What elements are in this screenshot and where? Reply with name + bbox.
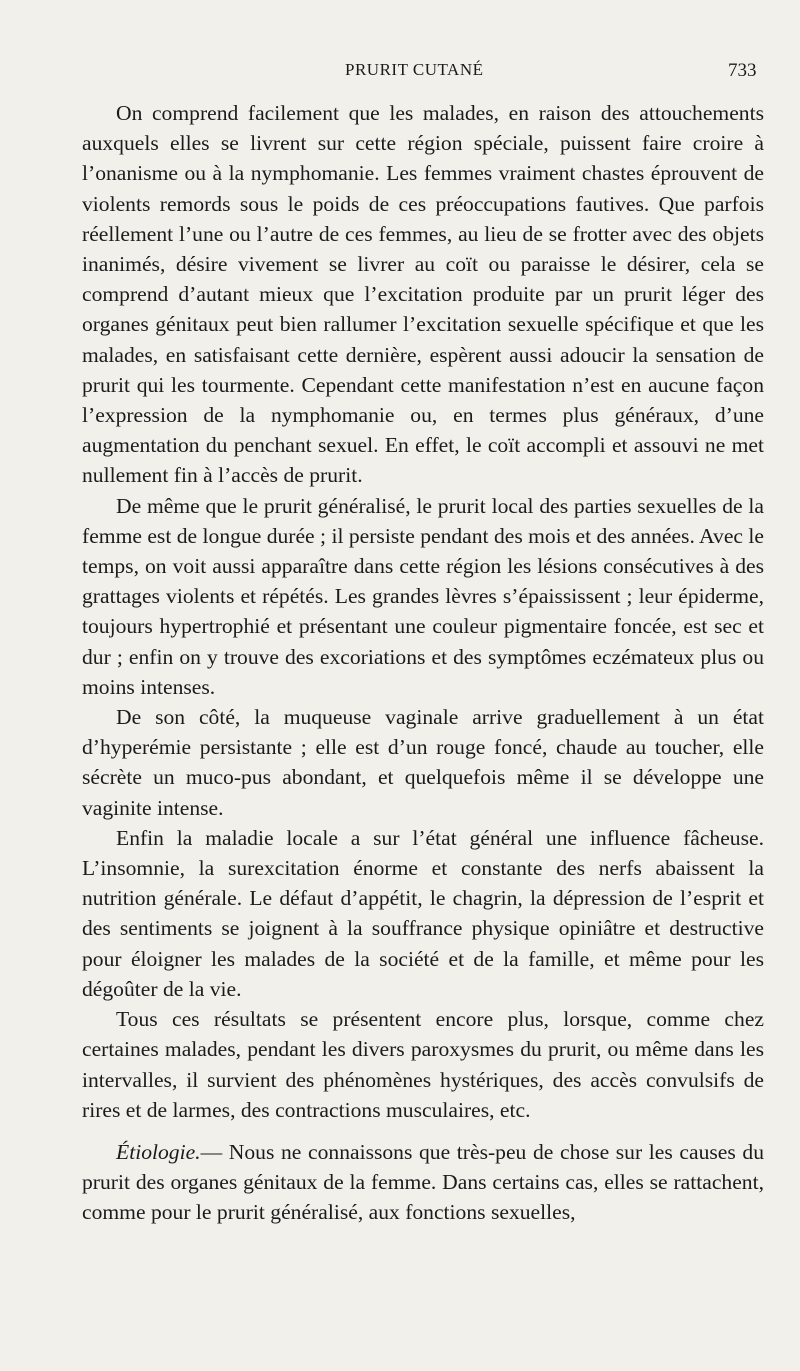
page-number: 733 xyxy=(728,60,757,81)
etiology-text: — Nous ne connaissons que très-peu de chose sur les causes du prurit des organes génitaux de la femme. Dans certains cas, elles se rattachent, comme pour le prurit généralisé, aux fonctions sexuelles, xyxy=(82,1139,764,1225)
paragraph-1: On comprend facilement que les malades, en raison des attouchements auxquels elles se livrent sur cette région spéciale, puissent faire croire à l’onanisme ou à la nymphomanie. Les femmes vraiment chastes éprouvent de violents remords sous le poids de ces préoccupations fautives. Que parfois réellement l’une ou l’autre de ces femmes, au lieu de se frotter avec des objets inanimés, désire vivement se livrer au coït ou paraisse le désirer, cela se comprend d’autant mieux que l’excitation produite par un prurit léger des organes génitaux peut bien rallumer l’excitation sexuelle spécifique et que les malades, en satisfaisant cette dernière, espèrent aussi adoucir la sensation de prurit qui les tourmente. Cependant cette manifestation n’est en aucune façon l’expression de la nymphomanie ou, en termes plus généraux, d’une augmentation du penchant sexuel. En effet, le coït accompli et assouvi ne met nullement fin à l’accès de prurit. xyxy=(82,101,764,488)
etiology-heading: Étiologie. xyxy=(116,1139,201,1164)
paragraph-4: Enfin la maladie locale a sur l’état général une influence fâcheuse. L’insomnie, la surexcitation énorme et constante des nerfs abaissent la nutrition générale. Le défaut d’appétit, le chagrin, la dépression de l’esprit et des sentiments se joignent à la souffrance physique opiniâtre et destructive pour éloigner les malades de la société et de la famille, et même pour les dégoûter de la vie. xyxy=(82,825,764,1001)
running-title: PRURIT CUTANÉ xyxy=(345,60,484,79)
paragraph-5: Tous ces résultats se présentent encore plus, lorsque, comme chez certaines malades, pendant les divers paroxysmes du prurit, ou même dans les intervalles, il survient des phénomènes hystériques, des accès convulsifs de rires et de larmes, des contractions musculaires, etc. xyxy=(82,1007,764,1122)
body-text xyxy=(82,98,764,1228)
paragraph-2: De même que le prurit généralisé, le prurit local des parties sexuelles de la femme est de longue durée ; il persiste pendant des mois et des années. Avec le temps, on voit aussi apparaître dans cette région les lésions consécutives à des grattages violents et répétés. Les grandes lèvres s’épaississent ; leur épiderme, toujours hypertrophié et présentant une couleur pigmentaire foncée, est sec et dur ; enfin on y trouve des excoriations et des symptômes eczémateux plus ou moins intenses. xyxy=(82,493,764,699)
paragraph-etiology xyxy=(82,1137,764,1228)
paragraph-3: De son côté, la muqueuse vaginale arrive graduellement à un état d’hyperémie persistante ; elle est d’un rouge foncé, chaude au toucher, elle sécrète un muco-pus abondant, et quelquefois même il se développe une vaginite intense. xyxy=(82,705,764,820)
page-header xyxy=(0,60,800,88)
